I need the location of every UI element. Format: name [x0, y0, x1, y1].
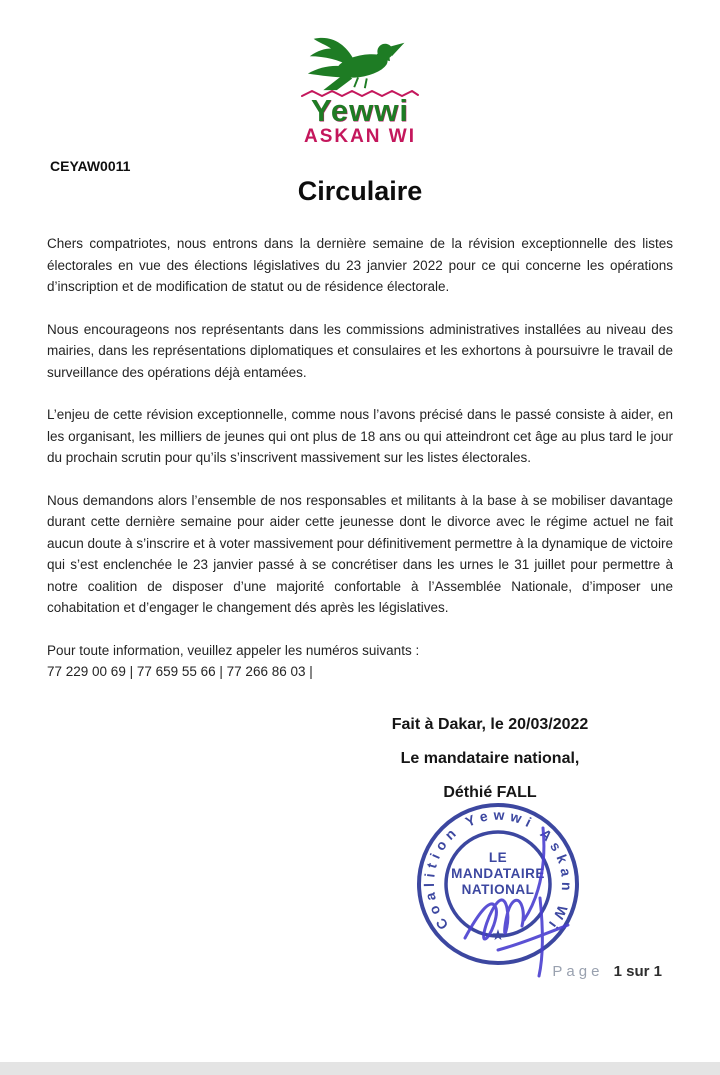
- signature-place-date: Fait à Dakar, le 20/03/2022: [391, 716, 589, 733]
- svg-text:MANDATAIRE: MANDATAIRE: [451, 866, 545, 881]
- svg-text:LE: LE: [488, 850, 508, 865]
- stamp-ring-text: Coalition Yewwi Askan Wi: [420, 806, 576, 933]
- signature-role: Le mandataire national,: [400, 750, 580, 767]
- paragraph: Nous demandons alors l’ensemble de nos responsables et militants à la base à se mobiliser davantage durant cette dernière semaine pour aider cette jeunesse dont le divorce avec le régime actuel ne fait aucun doute à s’inscrire et à voter massivement pour définitivement permettre à la dynamique de victoire qui s’est enclenchée le 23 janvier passé à se concrétiser dans les urnes le 31 juillet pour permettre à notre coalition de disposer d’une majorité confortable à l’Assemblée Nationale, d’imposer une cohabitation et d’engager le changement dés après les législatives.: [47, 492, 673, 615]
- page-title: Circulaire: [297, 176, 423, 206]
- dove-icon: [296, 36, 424, 92]
- svg-text:NATIONAL: NATIONAL: [461, 882, 535, 897]
- contact-intro: Pour toute information, veuillez appeler les numéros suivants :: [47, 642, 420, 658]
- paragraph: Nous encourageons nos représentants dans les commissions administratives installées au niveau des mairies, dans les représentations diplomatiques et consulaires et les exhortons à poursuivre le travail de surveillance des opérations déjà entamées.: [47, 321, 673, 380]
- stamp-center-text: [451, 850, 545, 897]
- bottom-gray-bar: [0, 1062, 720, 1075]
- logo-subtitle: ASKAN WI: [303, 126, 417, 147]
- body-text: [47, 233, 673, 683]
- body-paragraphs: [47, 233, 673, 619]
- contact-numbers: 77 229 00 69 | 77 659 55 66 | 77 266 86 03 |: [47, 664, 313, 679]
- reference-number: CEYAW0011: [50, 158, 131, 174]
- page-value: 1 sur 1: [613, 963, 662, 980]
- paragraph: L’enjeu de cette révision exceptionnelle, comme nous l’avons précisé dans le passé consiste à aider, en les organisant, les milliers de jeunes qui ont plus de 18 ans ou qui atteindront cet âge au plus tard le jour du prochain scrutin pour qu’ils s’inscrivent massivement sur les listes électorales.: [47, 407, 673, 465]
- star-icon: ★: [491, 927, 505, 944]
- logo-name: Yewwi: [310, 93, 410, 128]
- paragraph: Chers compatriotes, nous entrons dans la dernière semaine de la révision exceptionnelle des listes électorales en vue des élections législatives du 23 janvier 2022 pour ce qui concerne les opérations d’inscription et de modification de statut ou de résidence électorale.: [47, 236, 673, 294]
- logo: [0, 36, 720, 148]
- page-label: Page: [552, 963, 604, 980]
- page-footer: [552, 963, 662, 980]
- signature-name: Déthié FALL: [443, 784, 537, 801]
